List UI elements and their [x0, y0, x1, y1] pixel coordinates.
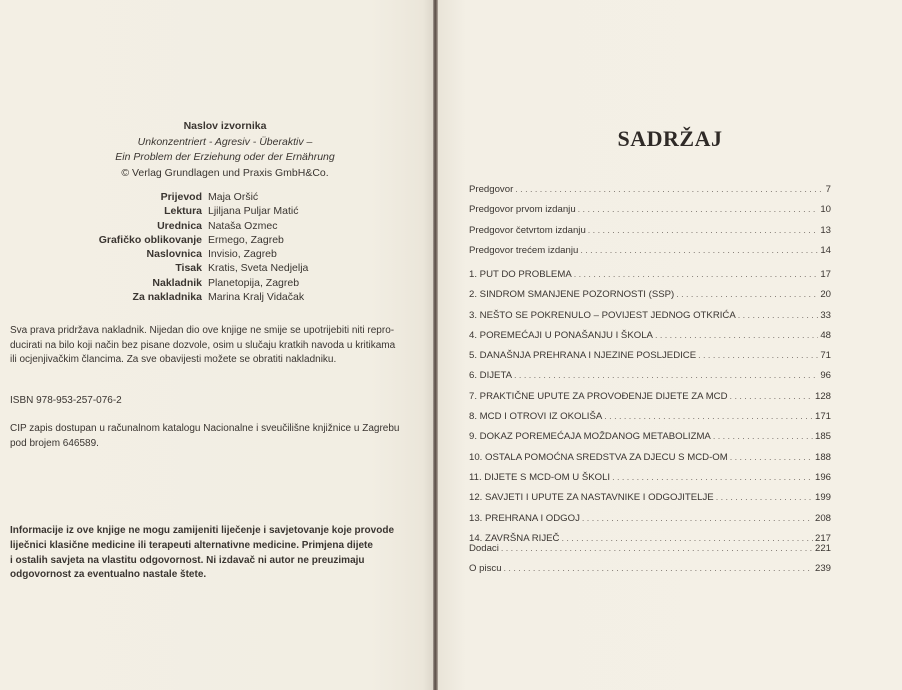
copyright-line: © Verlag Grundlagen und Praxis GmbH&Co. [121, 166, 329, 179]
toc-entry-page: 171 [814, 411, 831, 423]
staff-row [60, 204, 390, 218]
toc-entry-page: 188 [814, 451, 831, 463]
staff-row [60, 290, 390, 304]
toc-entry-label: 4. POREMEĆAJI U PONAŠANJU I ŠKOLA [469, 329, 653, 341]
medical-disclaimer [10, 524, 400, 583]
toc-entry [469, 370, 831, 390]
staff-credits [60, 190, 390, 304]
toc-entry [469, 543, 831, 563]
toc-entry-label: 14. ZAVRŠNA RIJEČ [469, 532, 560, 544]
staff-role: Naslovnica [146, 248, 202, 261]
toc-entry-label: Predgovor trećem izdanju [469, 244, 579, 256]
staff-row [60, 261, 390, 275]
staff-name: Nataša Ozmec [208, 219, 278, 232]
toc-leader-dots [582, 513, 813, 523]
toc-leader-dots [580, 245, 818, 255]
toc-entry [469, 245, 831, 265]
toc-leader-dots [515, 184, 823, 194]
toc-entry [469, 269, 831, 289]
toc-entry-page: 13 [820, 224, 831, 236]
rights-line: ili ocjenjivačkim člancima. Za sve obavijesti možete se obratiti nakladniku. [10, 354, 337, 366]
toc-entry [469, 513, 831, 533]
toc-entry-page: 199 [814, 492, 831, 504]
toc-entry [469, 310, 831, 330]
toc-back-matter [469, 543, 831, 584]
disclaimer-line: Informacije iz ove knjige ne mogu zamijeniti liječenje i savjetovanje koje provode [10, 525, 395, 536]
toc-leader-dots [561, 533, 813, 543]
toc-chapters [469, 269, 831, 553]
toc-leader-dots [612, 472, 813, 482]
staff-name: Planetopija, Zagreb [208, 276, 300, 289]
toc-leader-dots [514, 370, 818, 380]
cip-line: pod brojem 646589. [10, 438, 99, 449]
toc-entry [469, 225, 831, 245]
toc-entry-page: 96 [820, 370, 831, 382]
toc-entry-label: 10. OSTALA POMOĆNA SREDSTVA ZA DJECU S MCD-OM [469, 451, 728, 463]
toc-entry-label: Predgovor četvrtom izdanju [469, 224, 586, 236]
toc-entry [469, 330, 831, 350]
toc-front-matter [469, 184, 831, 265]
toc-leader-dots [713, 431, 813, 441]
toc-entry-label: 13. PREHRANA I ODGOJ [469, 512, 580, 524]
toc-entry-page: 71 [820, 350, 831, 362]
toc-leader-dots [655, 330, 818, 340]
staff-role: Za nakladnika [132, 291, 202, 304]
toc-leader-dots [730, 391, 813, 401]
toc-entry [469, 391, 831, 411]
disclaimer-line: liječnici klasične medicine ili terapeuti alternativne medicine. Primjena dijete [10, 539, 373, 551]
toc-entry-page: 33 [820, 309, 831, 321]
toc-leader-dots [604, 411, 813, 421]
staff-row [60, 247, 390, 261]
staff-role: Lektura [164, 205, 202, 218]
staff-row [60, 276, 390, 290]
staff-name: Ljiljana Puljar Matić [208, 205, 299, 218]
staff-role: Prijevod [160, 191, 202, 203]
staff-role: Nakladnik [152, 276, 202, 289]
toc-entry [469, 184, 831, 204]
toc-entry-label: Dodaci [469, 543, 499, 554]
toc-entry-page: 185 [814, 431, 831, 443]
cip-notice [10, 421, 400, 451]
rights-notice [10, 324, 400, 368]
toc-entry-page: 208 [814, 512, 831, 524]
toc-entry-label: 8. MCD I OTROVI IZ OKOLIŠA [469, 411, 603, 423]
toc-entry [469, 204, 831, 224]
toc-leader-dots [676, 289, 818, 299]
toc-leader-dots [698, 350, 818, 360]
isbn: ISBN 978-953-257-076-2 [10, 395, 122, 406]
toc-entry-label: 11. DIJETE S MCD-OM U ŠKOLI [469, 471, 611, 483]
toc-entry-label: 1. PUT DO PROBLEMA [469, 269, 572, 280]
original-title-line: Ein Problem der Erziehung oder der Ernährung [115, 151, 335, 163]
staff-role: Tisak [175, 262, 202, 275]
toc-leader-dots [501, 543, 813, 553]
toc-entry-label: 5. DANAŠNJA PREHRANA I NJEZINE POSLJEDICE [469, 350, 697, 362]
toc-leader-dots [504, 563, 813, 573]
toc-entry-label: Predgovor [469, 184, 514, 195]
rights-line: ducirati na bilo koji način bez pisane dozvole, osim u slučaju kratkih navoda u kritikama [10, 339, 396, 351]
cip-line: CIP zapis dostupan u računalnom katalogu Nacionalne i sveučilišne knjižnice u Zagrebu [10, 423, 400, 434]
toc-entry-label: 9. DOKAZ POREMEĆAJA MOŽDANOG METABOLIZMA [469, 431, 711, 443]
staff-role: Grafičko oblikovanje [98, 233, 202, 246]
toc-title: SADRŽAJ [617, 126, 723, 151]
toc-entry [469, 431, 831, 451]
toc-leader-dots [738, 310, 819, 320]
toc-leader-dots [574, 269, 819, 279]
toc-entry-label: 12. SAVJETI I UPUTE ZA NASTAVNIKE I ODGOJITELJE [469, 492, 714, 504]
staff-row [60, 190, 390, 204]
disclaimer-line: i ostalih savjeta na vlastitu odgovornost. Ni izdavač ni autor ne preuzimaju [10, 554, 365, 566]
toc-entry-page: 7 [825, 184, 831, 195]
toc-entry-label: 2. SINDROM SMANJENE POZORNOSTI (SSP) [469, 289, 675, 301]
disclaimer-line: odgovornost za eventualno nastale štete. [10, 569, 207, 581]
original-title-heading: Naslov izvornika [183, 120, 267, 132]
toc-entry-page: 14 [820, 244, 831, 256]
toc-entry-page: 239 [814, 563, 831, 575]
original-title-line: Unkonzentriert - Agresiv - Überaktiv – [137, 135, 313, 148]
staff-row [60, 219, 390, 233]
staff-name: Marina Kralj Vidačak [208, 291, 305, 304]
toc-entry [469, 289, 831, 309]
toc-entry-page: 10 [820, 204, 831, 216]
toc-leader-dots [588, 225, 819, 235]
toc-entry [469, 452, 831, 472]
staff-row [60, 233, 390, 247]
toc-entry-label: 3. NEŠTO SE POKRENULO – POVIJEST JEDNOG OTKRIĆA [469, 309, 736, 321]
toc-entry-page: 48 [820, 329, 831, 341]
toc-entry-label: 7. PRAKTIČNE UPUTE ZA PROVOĐENJE DIJETE ZA MCD [469, 390, 728, 402]
book-gutter [433, 0, 438, 690]
toc-entry [469, 492, 831, 512]
toc-entry-label: O piscu [469, 563, 502, 575]
staff-name: Kratis, Sveta Nedjelja [208, 262, 309, 275]
toc-entry [469, 472, 831, 492]
toc-entry-page: 17 [820, 269, 831, 280]
staff-name: Ermego, Zagreb [208, 233, 284, 246]
toc-entry [469, 350, 831, 370]
toc-leader-dots [716, 492, 813, 502]
toc-entry-page: 221 [814, 543, 831, 554]
toc-leader-dots [578, 204, 819, 214]
toc-entry-page: 20 [820, 289, 831, 301]
toc-leader-dots [730, 452, 813, 462]
original-title-block [60, 119, 390, 181]
toc-entry [469, 563, 831, 583]
staff-role: Urednica [157, 219, 202, 232]
toc-entry-page: 128 [814, 390, 831, 402]
toc-entry-page: 196 [814, 471, 831, 483]
toc-entry-label: 6. DIJETA [469, 370, 513, 382]
rights-line: Sva prava pridržava nakladnik. Nijedan dio ove knjige ne smije se upotrijebiti niti repro- [10, 325, 395, 336]
toc-entry-page: 217 [814, 532, 831, 544]
staff-name: Maja Oršić [208, 191, 259, 203]
staff-name: Invisio, Zagreb [208, 248, 277, 261]
toc-entry-label: Predgovor prvom izdanju [469, 204, 576, 216]
toc-entry [469, 411, 831, 431]
